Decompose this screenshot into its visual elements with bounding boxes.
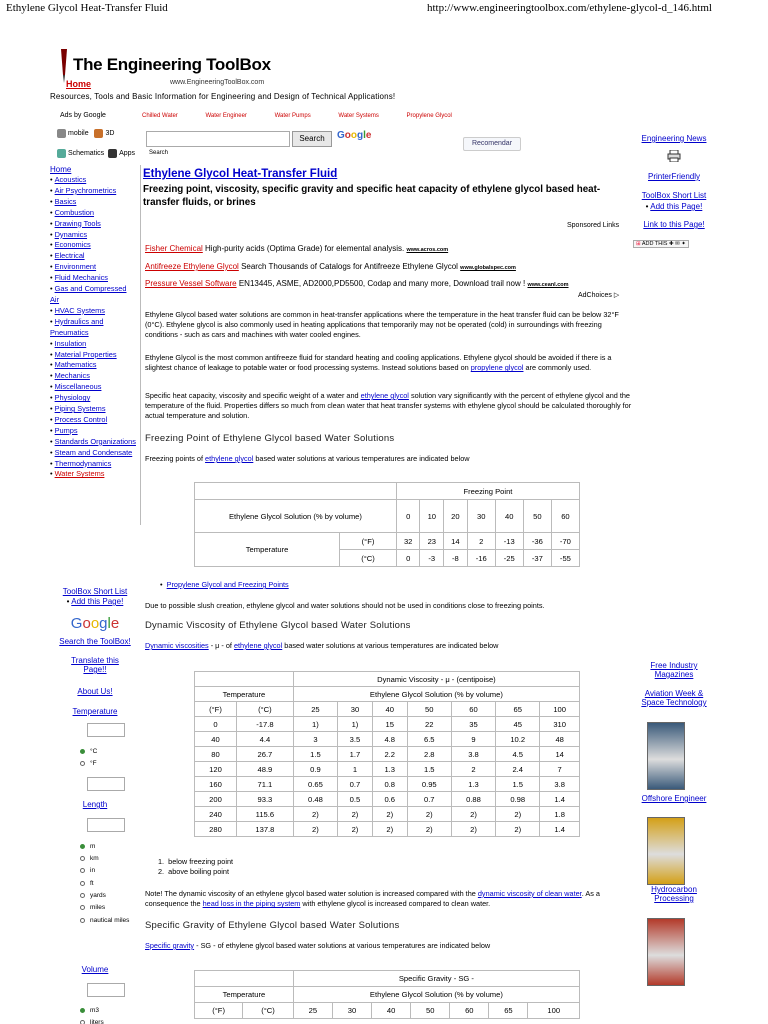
freeze-f-cell: 32 [396, 533, 420, 550]
visc-cell: 2) [372, 807, 407, 822]
visc-cell: 2.8 [407, 747, 451, 762]
specific-gravity-link[interactable]: Specific gravity [145, 941, 195, 950]
propylene-bullet: • Propylene Glycol and Freezing Points [160, 580, 289, 589]
ethylene-glycol-link[interactable]: ethylene glycol [360, 391, 409, 400]
visc-cell: 120 [195, 762, 237, 777]
nav-item[interactable]: • Mechanics [50, 371, 90, 381]
visc-cell: 71.1 [236, 777, 293, 792]
freeze-f-label: (°F) [340, 533, 397, 550]
visc-cell: 0.7 [338, 777, 373, 792]
unit-yards[interactable]: yards [80, 892, 106, 899]
visc-cell: 2) [372, 822, 407, 837]
table-row [195, 777, 580, 792]
nav-item[interactable]: • Pumps [50, 425, 78, 435]
nav-item[interactable]: • Drawing Tools [50, 218, 101, 228]
visc-cell: 22 [407, 717, 451, 732]
head-loss-link[interactable]: head loss in the piping system [202, 899, 301, 909]
freeze-pct: 30 [467, 500, 495, 533]
page-title[interactable]: Ethylene Glycol Heat-Transfer Fluid [143, 168, 338, 180]
top-ad-links [142, 113, 478, 119]
unit-km[interactable]: km [80, 855, 99, 862]
search-label: Search [149, 150, 169, 156]
visc-table-title: Dynamic Viscosity - μ - (centipoise) [293, 672, 579, 687]
visc-eg-link[interactable]: ethylene glycol [233, 641, 283, 650]
length-link[interactable]: Length [82, 800, 108, 809]
visc-cell: 2) [338, 807, 373, 822]
top-link[interactable]: Propylene Glycol [406, 113, 452, 119]
freeze-c-cell: -55 [551, 550, 579, 567]
visc-cell: 2) [407, 807, 451, 822]
ad-1-text: High-purity acids (Optima Grade) for elemental analysis. [205, 244, 405, 253]
print-title: Ethylene Glycol Heat-Transfer Fluid [6, 2, 168, 14]
visc-cell: 3.8 [540, 777, 580, 792]
unit-miles[interactable]: miles [80, 904, 105, 911]
nav-item[interactable]: • Mathematics [50, 360, 97, 370]
dynamic-viscosity-link[interactable]: Dynamic viscosities [145, 641, 209, 650]
table-row [195, 822, 580, 837]
visc-cell: 45 [496, 717, 540, 732]
aviation-week-link[interactable]: Aviation Week & Space Technology [641, 689, 707, 707]
visc-cell: 0.65 [293, 777, 337, 792]
visc-cell: 2 [451, 762, 495, 777]
nav-item[interactable]: • Steam and Condensate [50, 447, 133, 457]
site-logo[interactable]: The Engineering ToolBox [73, 55, 271, 74]
visc-cell: 2.2 [372, 747, 407, 762]
adchoices-icon: ▷ [613, 292, 620, 299]
nav-item[interactable]: • Economics [50, 240, 91, 250]
nav-item[interactable]: • Physiology [50, 393, 91, 403]
nav-item[interactable]: • Material Properties [50, 349, 117, 359]
freeze-f-cell: 14 [444, 533, 468, 550]
viscosity-heading: Dynamic Viscosity of Ethylene Glycol based Water Solutions [145, 620, 411, 631]
sg-pct: 100 [528, 1003, 580, 1019]
table-row [195, 762, 580, 777]
freeze-row-head: Ethylene Glycol Solution (% by volume) [195, 500, 397, 533]
visc-pct: 65 [496, 702, 540, 717]
offshore-magazine-cover[interactable] [647, 817, 685, 885]
tagline: Resources, Tools and Basic Information for Engineering and Design of Technical Applications! [50, 92, 396, 101]
visc-cell: 1.4 [540, 792, 580, 807]
visc-cell: 160 [195, 777, 237, 792]
nav-item[interactable]: • Process Control [50, 414, 108, 424]
visc-cell: 137.8 [236, 822, 293, 837]
freeze-table-title: Freezing Point [396, 483, 579, 500]
visc-cell: 1.7 [338, 747, 373, 762]
visc-cell: 7 [540, 762, 580, 777]
properties-paragraph: Specific heat capacity, viscosity and specific weight of a water and ethylene glycol solution vary significantly with the percent of ethylene glycol and the temperature of the fluid. Properties differs so much from clean water that heat transfer systems with ethylene glycol should be calculated thoroughly for actual temperature and solution. [145, 391, 632, 421]
visc-cell: 1.5 [293, 747, 337, 762]
freezing-intro: Freezing points of ethylene glycol based water solutions at various temperatures are indicated below [145, 454, 470, 463]
visc-cell: 2) [451, 822, 495, 837]
freeze-c-cell: 0 [396, 550, 420, 567]
visc-cell: 0.88 [451, 792, 495, 807]
visc-cell: 10.2 [496, 732, 540, 747]
freeze-pct: 60 [551, 500, 579, 533]
ad-1-link[interactable]: Fisher Chemical [145, 244, 203, 253]
nav-item[interactable]: • Combustion [50, 207, 95, 217]
visc-cell: 1.3 [372, 762, 407, 777]
search-toolbox-link[interactable]: Search the ToolBox! [59, 637, 131, 646]
clean-water-viscosity-link[interactable]: dynamic viscosity of clean water [477, 889, 582, 898]
nav-item[interactable]: • Gas and Compressed Air [50, 284, 127, 304]
search-button[interactable]: Search [292, 131, 332, 147]
visc-cell: 1 [338, 762, 373, 777]
visc-temp-label: Temperature [195, 687, 294, 702]
nav-item[interactable]: • Environment [50, 262, 97, 272]
propylene-glycol-link[interactable]: propylene glycol [470, 363, 524, 373]
freeze-pct: 20 [444, 500, 468, 533]
hydrocarbon-processing-link[interactable]: Hydrocarbon Processing [651, 885, 697, 903]
ad-1 [145, 244, 448, 253]
freeze-f-cell: -36 [523, 533, 551, 550]
visc-cell: 40 [195, 732, 237, 747]
nav-item[interactable]: • Air Psychrometrics [50, 185, 117, 195]
sg-table [194, 970, 580, 1019]
right-shortlist-link[interactable]: ToolBox Short List [641, 191, 707, 200]
hydrocarbon-magazine-cover[interactable] [647, 918, 685, 986]
3d-link[interactable]: 3D [105, 130, 115, 137]
mini-icon-links [57, 124, 135, 164]
addthis-button[interactable]: ⊞ ADD THIS ✚ ✉ ✦ [633, 240, 689, 248]
sg-pct: 65 [489, 1003, 528, 1019]
freeze-eg-link[interactable]: ethylene glycol [205, 454, 254, 463]
sg-c-label: (°C) [243, 1003, 294, 1019]
visc-cell: 3.8 [451, 747, 495, 762]
freeze-c-cell: -25 [495, 550, 523, 567]
table-row [195, 792, 580, 807]
propylene-freezing-link[interactable]: Propylene Glycol and Freezing Points [166, 580, 289, 589]
sg-pct: 60 [450, 1003, 489, 1019]
nav-item[interactable]: • Fluid Mechanics [50, 273, 108, 283]
freeze-f-cell: -70 [551, 533, 579, 550]
visc-cell: 4.5 [496, 747, 540, 762]
top-link[interactable]: Water Systems [338, 113, 379, 119]
length-input[interactable] [87, 818, 125, 832]
visc-cell: 1) [338, 717, 373, 732]
sg-pct: 30 [332, 1003, 371, 1019]
left-divider [140, 165, 141, 525]
nav-item[interactable]: • Dynamics [50, 229, 88, 239]
ad-3-link[interactable]: Pressure Vessel Software [145, 279, 237, 288]
volume-link[interactable]: Volume [81, 965, 109, 974]
freezing-point-table [194, 482, 580, 567]
left-nav [50, 165, 136, 480]
top-link[interactable]: Chilled Water [142, 113, 178, 119]
table-row [195, 732, 580, 747]
visc-sol-label: Ethylene Glycol Solution (% by volume) [293, 687, 579, 702]
nav-item[interactable]: • Acoustics [50, 175, 87, 184]
visc-cell: 3.5 [338, 732, 373, 747]
offshore-engineer-link[interactable]: Offshore Engineer [641, 794, 707, 803]
unit-liters[interactable]: liters [80, 1019, 104, 1024]
nav-item[interactable]: • Miscellaneous [50, 382, 102, 392]
visc-cell: 1.4 [540, 822, 580, 837]
visc-pct: 40 [372, 702, 407, 717]
freeze-f-cell: 23 [420, 533, 444, 550]
table-row [195, 807, 580, 822]
visc-cell: 0.6 [372, 792, 407, 807]
visc-cell: 280 [195, 822, 237, 837]
freeze-c-label: (°C) [340, 550, 397, 567]
translate-link[interactable]: Translate this Page!! [71, 656, 119, 674]
unit-ft[interactable]: ft [80, 880, 94, 887]
visc-cell: 0.5 [338, 792, 373, 807]
visc-cell: 1.8 [540, 807, 580, 822]
unit-m[interactable]: m [80, 843, 95, 850]
printer-icon[interactable] [667, 150, 681, 162]
google-logo: Google [337, 130, 372, 141]
visc-cell: 2) [293, 822, 337, 837]
viscosity-intro: Dynamic viscosities - μ - of ethylene glycol based water solutions at various temperatures are indicated below [145, 641, 499, 650]
table-row [195, 717, 580, 732]
freeze-c-cell: -16 [467, 550, 495, 567]
visc-cell: 0.98 [496, 792, 540, 807]
ad-1-url[interactable]: www.acros.com [406, 247, 449, 253]
visc-cell: 0.95 [407, 777, 451, 792]
visc-cell: 26.7 [236, 747, 293, 762]
visc-cell: 2) [496, 822, 540, 837]
visc-cell: 35 [451, 717, 495, 732]
apps-icon [108, 149, 117, 158]
note-1: 1. below freezing point [158, 857, 234, 866]
visc-cell: 200 [195, 792, 237, 807]
site-url: www.EngineeringToolBox.com [170, 79, 265, 86]
top-link[interactable]: Water Pumps [274, 113, 311, 119]
freeze-pct: 50 [523, 500, 551, 533]
table-row [195, 747, 580, 762]
visc-cell: 0.9 [293, 762, 337, 777]
visc-cell: 2) [293, 807, 337, 822]
top-link[interactable]: Water Engineer [205, 113, 247, 119]
page-subtitle: Freezing point, viscosity, specific gravity and specific heat capacity of ethylene glycol based heat-transfer fluids, or brines [143, 184, 601, 208]
visc-cell: 93.3 [236, 792, 293, 807]
visc-cell: 1.5 [496, 777, 540, 792]
visc-cell: 0.48 [293, 792, 337, 807]
unit-in[interactable]: in [80, 867, 95, 874]
nav-item[interactable]: • Insulation [50, 338, 87, 348]
ad-2-url[interactable]: www.globalspec.com [460, 265, 516, 271]
viscosity-table [194, 671, 580, 837]
right-add-line: • Add this Page! [645, 202, 703, 211]
volume-input[interactable] [87, 983, 125, 997]
visc-cell: 310 [540, 717, 580, 732]
nav-home[interactable]: Home [50, 165, 72, 174]
visc-body [195, 702, 580, 837]
sg-f-label: (°F) [195, 1003, 243, 1019]
apps-link[interactable]: Apps [119, 150, 136, 157]
freeze-f-cell: 2 [467, 533, 495, 550]
visc-cell: 14 [540, 747, 580, 762]
freeze-f-cell: -13 [495, 533, 523, 550]
freezing-heading: Freezing Point of Ethylene Glycol based Water Solutions [145, 433, 395, 444]
unit-celsius[interactable]: °C [80, 748, 97, 755]
nav-item[interactable]: • Thermodynamics [50, 458, 112, 468]
ad-3-url[interactable]: www.ceanl.com [527, 282, 569, 288]
temperature-input[interactable] [87, 723, 125, 737]
right-add-page-link[interactable]: Add this Page! [650, 202, 703, 211]
visc-c-label: (°C) [236, 702, 293, 717]
visc-cell: 1) [293, 717, 337, 732]
sg-pct: 50 [411, 1003, 450, 1019]
visc-pct: 30 [338, 702, 373, 717]
visc-cell: 0.7 [407, 792, 451, 807]
unit-m3[interactable]: m3 [80, 1007, 99, 1014]
google-logo-left: Google [70, 615, 120, 632]
visc-cell: 48.9 [236, 762, 293, 777]
ads-by-google[interactable]: Ads by Google [60, 112, 106, 119]
nav-item[interactable]: • Standards Organizations [50, 436, 136, 446]
freeze-c-cell: -8 [444, 550, 468, 567]
sg-table-title: Specific Gravity - SG - [293, 971, 579, 987]
visc-pct: 60 [451, 702, 495, 717]
ad-2-link[interactable]: Antifreeze Ethylene Glycol [145, 262, 239, 271]
visc-cell: 48 [540, 732, 580, 747]
visc-cell: 2) [407, 822, 451, 837]
viscosity-notes [158, 857, 646, 877]
intro-paragraph: Ethylene Glycol based water solutions are common in heat-transfer applications where the temperature in the heat transfer fluid can be below 32°F (0°C). Ethylene glycol is also commonly used in heating applications that temporarily may not be operated (cold) in surroundings with freezing conditions - such as cars and machines with water cooled engines. [145, 310, 619, 340]
sg-temp-label: Temperature [195, 987, 294, 1003]
sg-heading: Specific Gravity of Ethylene Glycol based Water Solutions [145, 920, 400, 931]
visc-cell: 0.8 [372, 777, 407, 792]
nav-item[interactable]: • Water Systems [50, 469, 105, 479]
add-page-line: • Add this Page! [66, 597, 124, 606]
nav-item[interactable]: • Piping Systems [50, 404, 106, 414]
note-2: 2. above boiling point [158, 867, 229, 877]
visc-cell: 4.8 [372, 732, 407, 747]
schematics-link[interactable]: Schematics [68, 150, 105, 157]
ad-3-text: EN13445, ASME, AD2000,PD5500, Codap and many more, Download trail now ! [238, 279, 526, 288]
visc-pct: 50 [407, 702, 451, 717]
3d-icon [94, 129, 103, 138]
visc-cell: 4.4 [236, 732, 293, 747]
freeze-pct: 0 [396, 500, 420, 533]
engineering-news-link[interactable]: Engineering News [641, 134, 707, 143]
visc-cell: -17.8 [236, 717, 293, 732]
schematics-icon [57, 149, 66, 158]
freeze-c-cell: -3 [420, 550, 444, 567]
toolbox-shortlist-link[interactable]: ToolBox Short List [62, 587, 128, 596]
visc-cell: 9 [451, 732, 495, 747]
visc-cell: 115.6 [236, 807, 293, 822]
freeze-pct: 10 [420, 500, 444, 533]
freeze-c-cell: -37 [523, 550, 551, 567]
sg-pct: 40 [372, 1003, 411, 1019]
about-link[interactable]: About Us! [77, 687, 113, 696]
visc-pct: 100 [540, 702, 580, 717]
temperature-link[interactable]: Temperature [72, 707, 118, 716]
free-magazines-link[interactable]: Free Industry Magazines [650, 661, 698, 679]
freeze-pct: 40 [495, 500, 523, 533]
nav-item[interactable]: • Hydraulics and Pneumatics [50, 316, 104, 337]
printer-friendly-link[interactable]: PrinterFriendly [647, 172, 700, 181]
nav-item[interactable]: • Basics [50, 196, 77, 206]
visc-cell: 0 [195, 717, 237, 732]
visc-cell: 2.4 [496, 762, 540, 777]
recomendar-button[interactable]: Recomendar [463, 137, 521, 151]
sg-intro: Specific gravity - SG - of ethylene glycol based water solutions at various temperatures are indicated below [145, 941, 491, 950]
antifreeze-paragraph: Ethylene Glycol is the most common antifreeze fluid for standard heating and cooling applications. Ethylene glycol should be avoided if there is a slightest chance of leakage to potable water or food processing systems. Instead solutions based on propylene glycol are commonly used. [145, 353, 612, 373]
visc-cell: 1.5 [407, 762, 451, 777]
visc-cell: 2) [451, 807, 495, 822]
adchoices[interactable]: AdChoices ▷ [578, 292, 620, 299]
nav-item[interactable]: • Electrical [50, 251, 85, 261]
link-to-page[interactable]: Link to this Page! [643, 220, 705, 229]
print-url: http://www.engineeringtoolbox.com/ethylene-glycol-d_146.html [427, 2, 712, 14]
visc-pct: 25 [293, 702, 337, 717]
nav-list [50, 175, 136, 480]
visc-cell: 1.3 [451, 777, 495, 792]
ad-2-text: Search Thousands of Catalogs for Antifreeze Ethylene Glycol [241, 262, 458, 271]
visc-cell: 80 [195, 747, 237, 762]
nav-item[interactable]: • HVAC Systems [50, 305, 105, 315]
search-input[interactable] [146, 131, 290, 147]
mobile-icon [57, 129, 66, 138]
visc-cell: 2) [496, 807, 540, 822]
visc-cell: 2) [338, 822, 373, 837]
aviation-magazine-cover[interactable] [647, 722, 685, 790]
visc-cell: 6.5 [407, 732, 451, 747]
sponsored-links-label: Sponsored Links [567, 222, 620, 229]
sg-sol-label: Ethylene Glycol Solution (% by volume) [293, 987, 579, 1003]
plus-icon: ⊞ [636, 241, 641, 247]
mobile-link[interactable]: mobile [68, 130, 89, 137]
ad-3 [145, 279, 569, 288]
visc-f-label: (°F) [195, 702, 237, 717]
add-page-link[interactable]: Add this Page! [71, 597, 124, 606]
unit-nautical-miles[interactable]: nautical miles [80, 917, 130, 924]
visc-cell: 3 [293, 732, 337, 747]
unit-fahrenheit[interactable]: °F [80, 760, 97, 767]
ad-2 [145, 262, 516, 271]
visc-cell: 15 [372, 717, 407, 732]
freeze-temp-label: Temperature [195, 533, 340, 567]
sg-pct: 25 [293, 1003, 332, 1019]
home-link[interactable]: Home [66, 79, 92, 89]
visc-cell: 240 [195, 807, 237, 822]
temperature-output[interactable] [87, 777, 125, 791]
viscosity-note: Note! The dynamic viscosity of an ethylene glycol based water solution is increased compared with the dynamic viscosity of clean water. As a consequence the head loss in the piping system with ethylene glycol is increased compared to clean water. [145, 889, 600, 909]
slush-note: Due to possible slush creation, ethylene glycol and water solutions should not be used in conditions close to freezing points. [145, 601, 545, 610]
logo-pen-icon [57, 49, 71, 83]
